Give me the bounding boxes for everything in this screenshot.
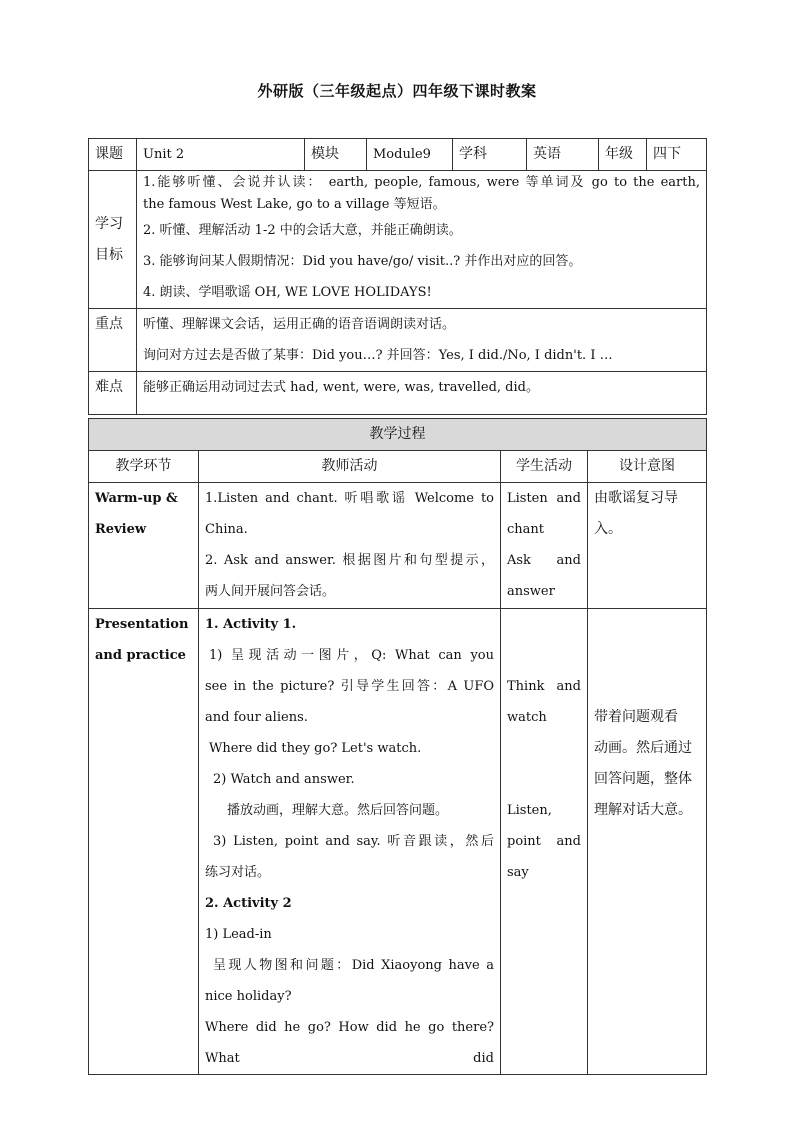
presentation-student-line: Listen, [507,803,552,818]
activity-1-line: and four aliens. [205,710,308,725]
process-heading: 教学过程 [89,419,707,451]
presentation-student-line: watch [507,710,547,725]
activity-1-line: 练习对话。 [205,865,271,880]
presentation-design-line: 动画。然后通过 [594,740,692,756]
key-point-2: 询问对方过去是否做了某事：Did you…? 并回答：Yes, I did./No, I didn't. I … [143,348,613,363]
warmup-student [501,483,588,609]
warmup-design-line: 入。 [594,521,622,537]
presentation-row [89,609,707,1075]
warmup-teacher-line: China. [205,522,248,537]
activity-2-line: Where did he go? How did he go there? What did [205,1020,494,1066]
warmup-teacher-line: 两人间开展问答会话。 [205,584,336,599]
warmup-teacher [199,483,501,609]
presentation-design [588,609,707,1075]
grade-label: 年级 [599,139,647,171]
warmup-teacher-line: 1.Listen and chant. 听唱歌谣 Welcome to [205,491,494,506]
unit-label: 课题 [89,139,137,171]
objective-3: 3. 能够询问某人假期情况：Did you have/go/ visit..? 并作出对应的回答。 [143,254,582,269]
warmup-stage [89,483,199,609]
objective-4: 4. 朗读、学唱歌谣 OH, WE LOVE HOLIDAYS! [143,285,432,300]
activity-2-heading: 2. Activity 2 [205,896,292,911]
key-point-1: 听懂、理解课文会话，运用正确的语音语调朗读对话。 [143,317,456,332]
activity-1-heading: 1. Activity 1. [205,617,297,632]
warmup-stage-line-2: Review [95,522,147,537]
objectives-label-1: 学习 [95,215,123,232]
objectives-row [89,171,707,309]
activity-2-line: 1) Lead-in [205,927,272,942]
objective-2: 2. 听懂、理解活动 1-2 中的会话大意，并能正确朗读。 [143,223,462,238]
process-header-row [89,451,707,483]
key-points-label: 重点 [89,309,137,372]
activity-1-line: Where did they go? Let's watch. [209,741,422,756]
objectives-label-2: 目标 [95,246,123,263]
warmup-design-line: 由歌谣复习导 [594,490,678,506]
subject-value: 英语 [527,139,599,171]
difficulties-row [89,372,707,415]
objectives-content [137,171,707,309]
warmup-row [89,483,707,609]
subject-label: 学科 [453,139,527,171]
info-row [89,139,707,171]
presentation-student [501,609,588,1075]
lesson-info-table [88,138,707,415]
presentation-stage-line-1: Presentation [95,617,189,632]
unit-value: Unit 2 [137,139,305,171]
difficulties-label: 难点 [89,372,137,415]
document-title: 外研版（三年级起点）四年级下课时教案 [257,82,537,100]
presentation-design-line: 带着问题观看 [594,709,678,725]
warmup-student-line: answer [507,584,555,599]
teaching-process-table [88,418,707,1075]
activity-2-line: nice holiday? [205,989,292,1004]
warmup-teacher-line: 2. Ask and answer. 根据图片和句型提示， [205,553,494,568]
difficulty-1: 能够正确运用动词过去式 had, went, were, was, travelled, did。 [143,380,539,395]
warmup-student-line: chant [507,522,545,537]
warmup-student-line: Ask and [507,553,581,568]
presentation-stage-line-2: and practice [95,648,186,663]
warmup-design [588,483,707,609]
col-stage: 教学环节 [89,451,199,483]
grade-value: 四下 [647,139,707,171]
presentation-design-line: 理解对话大意。 [594,802,692,818]
objective-1-line-2: the famous West Lake, go to a village 等短语。 [143,197,446,212]
col-teacher: 教师活动 [199,451,501,483]
presentation-student-line: point and [507,834,581,849]
activity-1-line: 3) Listen, point and say. 听音跟读，然后 [213,834,494,849]
presentation-student-line: Think and [507,679,581,694]
objective-1-line-1: 1.能够听懂、会说并认读： earth, people, famous, were 等单词及 go to the earth, [143,175,700,190]
col-design: 设计意图 [588,451,707,483]
presentation-stage [89,609,199,1075]
activity-2-line: 呈现人物图和问题：Did Xiaoyong have a [213,958,494,973]
activity-1-line: 1) 呈现活动一图片，Q: What can you [209,648,494,663]
presentation-teacher [199,609,501,1075]
presentation-design-line: 回答问题，整体 [594,771,692,787]
key-points-row [89,309,707,372]
presentation-student-line: say [507,865,529,880]
warmup-stage-line-1: Warm-up & [95,491,178,506]
warmup-student-line: Listen and [507,491,581,506]
module-value: Module9 [367,139,453,171]
activity-1-line: 播放动画，理解大意。然后回答问题。 [227,803,449,818]
module-label: 模块 [305,139,367,171]
activity-1-line: see in the picture? 引导学生回答：A UFO [205,679,494,694]
activity-1-line: 2) Watch and answer. [213,772,355,787]
col-student: 学生活动 [501,451,588,483]
